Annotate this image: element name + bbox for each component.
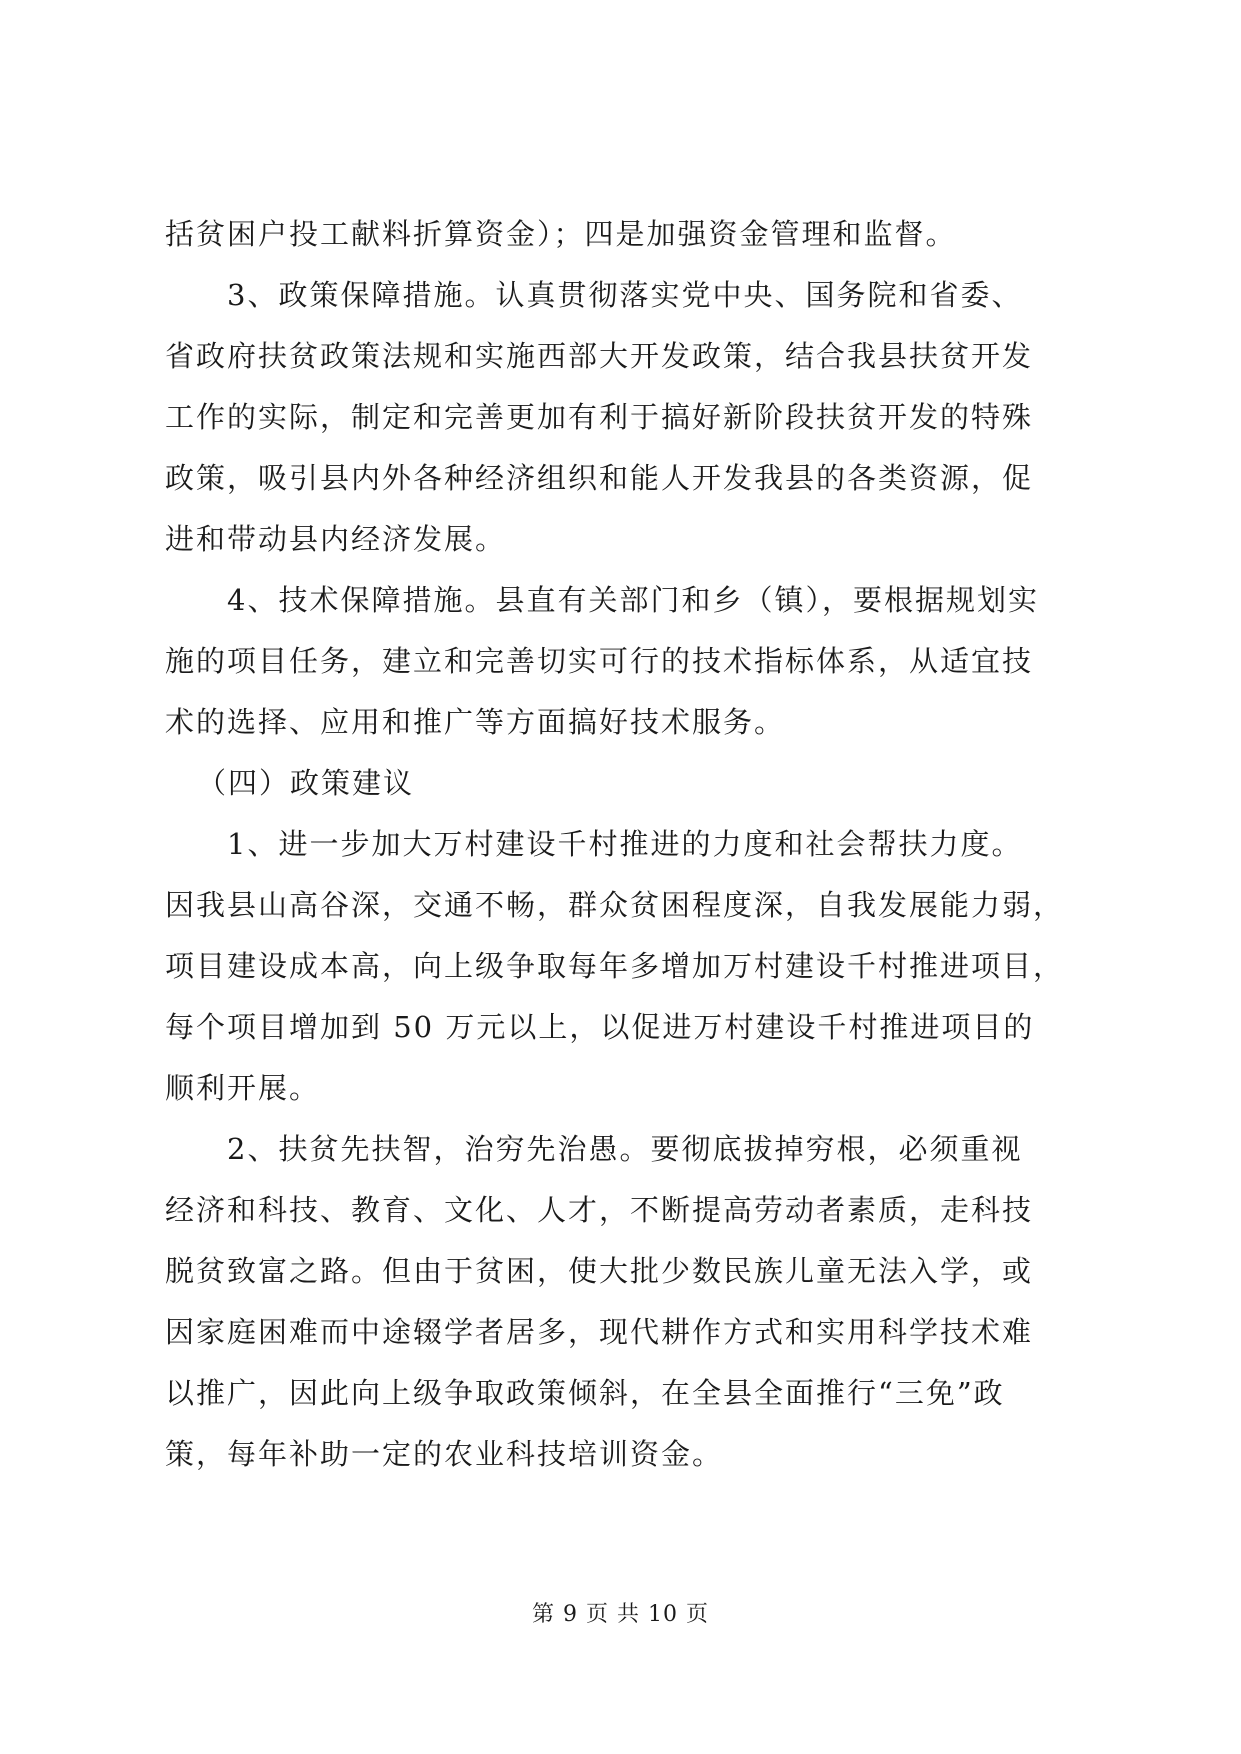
paragraph-policy-measures: 3、政策保障措施。认真贯彻落实党中央、国务院和省委、	[227, 278, 1023, 312]
text-line: 策，每年补助一定的农业科技培训资金。	[165, 1437, 724, 1471]
text-line: 经济和科技、教育、文化、人才，不断提高劳动者素质，走科技	[165, 1193, 1034, 1227]
text-line: 政策，吸引县内外各种经济组织和能人开发我县的各类资源，促	[165, 461, 1034, 495]
text-line: 进和带动县内经济发展。	[165, 522, 507, 556]
text-line: 以推广，因此向上级争取政策倾斜，在全县全面推行“三免”政	[165, 1376, 1005, 1410]
text-line: 项目建设成本高，向上级争取每年多增加万村建设千村推进项目，	[165, 949, 1065, 983]
paragraph-suggestion-1: 1、进一步加大万村建设千村推进的力度和社会帮扶力度。	[227, 827, 1023, 861]
text-line: 括贫困户投工献料折算资金）；四是加强资金管理和监督。	[165, 217, 957, 251]
text-line: 工作的实际，制定和完善更加有利于搞好新阶段扶贫开发的特殊	[165, 400, 1034, 434]
text-line: 省政府扶贫政策法规和实施西部大开发政策，结合我县扶贫开发	[165, 339, 1034, 373]
document-body	[165, 204, 1075, 1485]
paragraph-suggestion-2: 2、扶贫先扶智，治穷先治愚。要彻底拔掉穷根，必须重视	[227, 1132, 1023, 1166]
text-line: 术的选择、应用和推广等方面搞好技术服务。	[165, 705, 786, 739]
paragraph-technical-measures: 4、技术保障措施。县直有关部门和乡（镇），要根据规划实	[227, 583, 1039, 617]
text-line: 因我县山高谷深，交通不畅，群众贫困程度深，自我发展能力弱，	[165, 888, 1065, 922]
text-line: 每个项目增加到 50 万元以上，以促进万村建设千村推进项目的	[165, 1010, 1035, 1044]
page-number-footer: 第 9 页 共 10 页	[532, 1602, 709, 1627]
text-line: 脱贫致富之路。但由于贫困，使大批少数民族儿童无法入学，或	[165, 1254, 1034, 1288]
section-heading: （四）政策建议	[197, 766, 415, 800]
text-line: 施的项目任务，建立和完善切实可行的技术指标体系，从适宜技	[165, 644, 1034, 678]
text-line: 因家庭困难而中途辍学者居多，现代耕作方式和实用科学技术难	[165, 1315, 1034, 1349]
text-line: 顺利开展。	[165, 1071, 321, 1105]
